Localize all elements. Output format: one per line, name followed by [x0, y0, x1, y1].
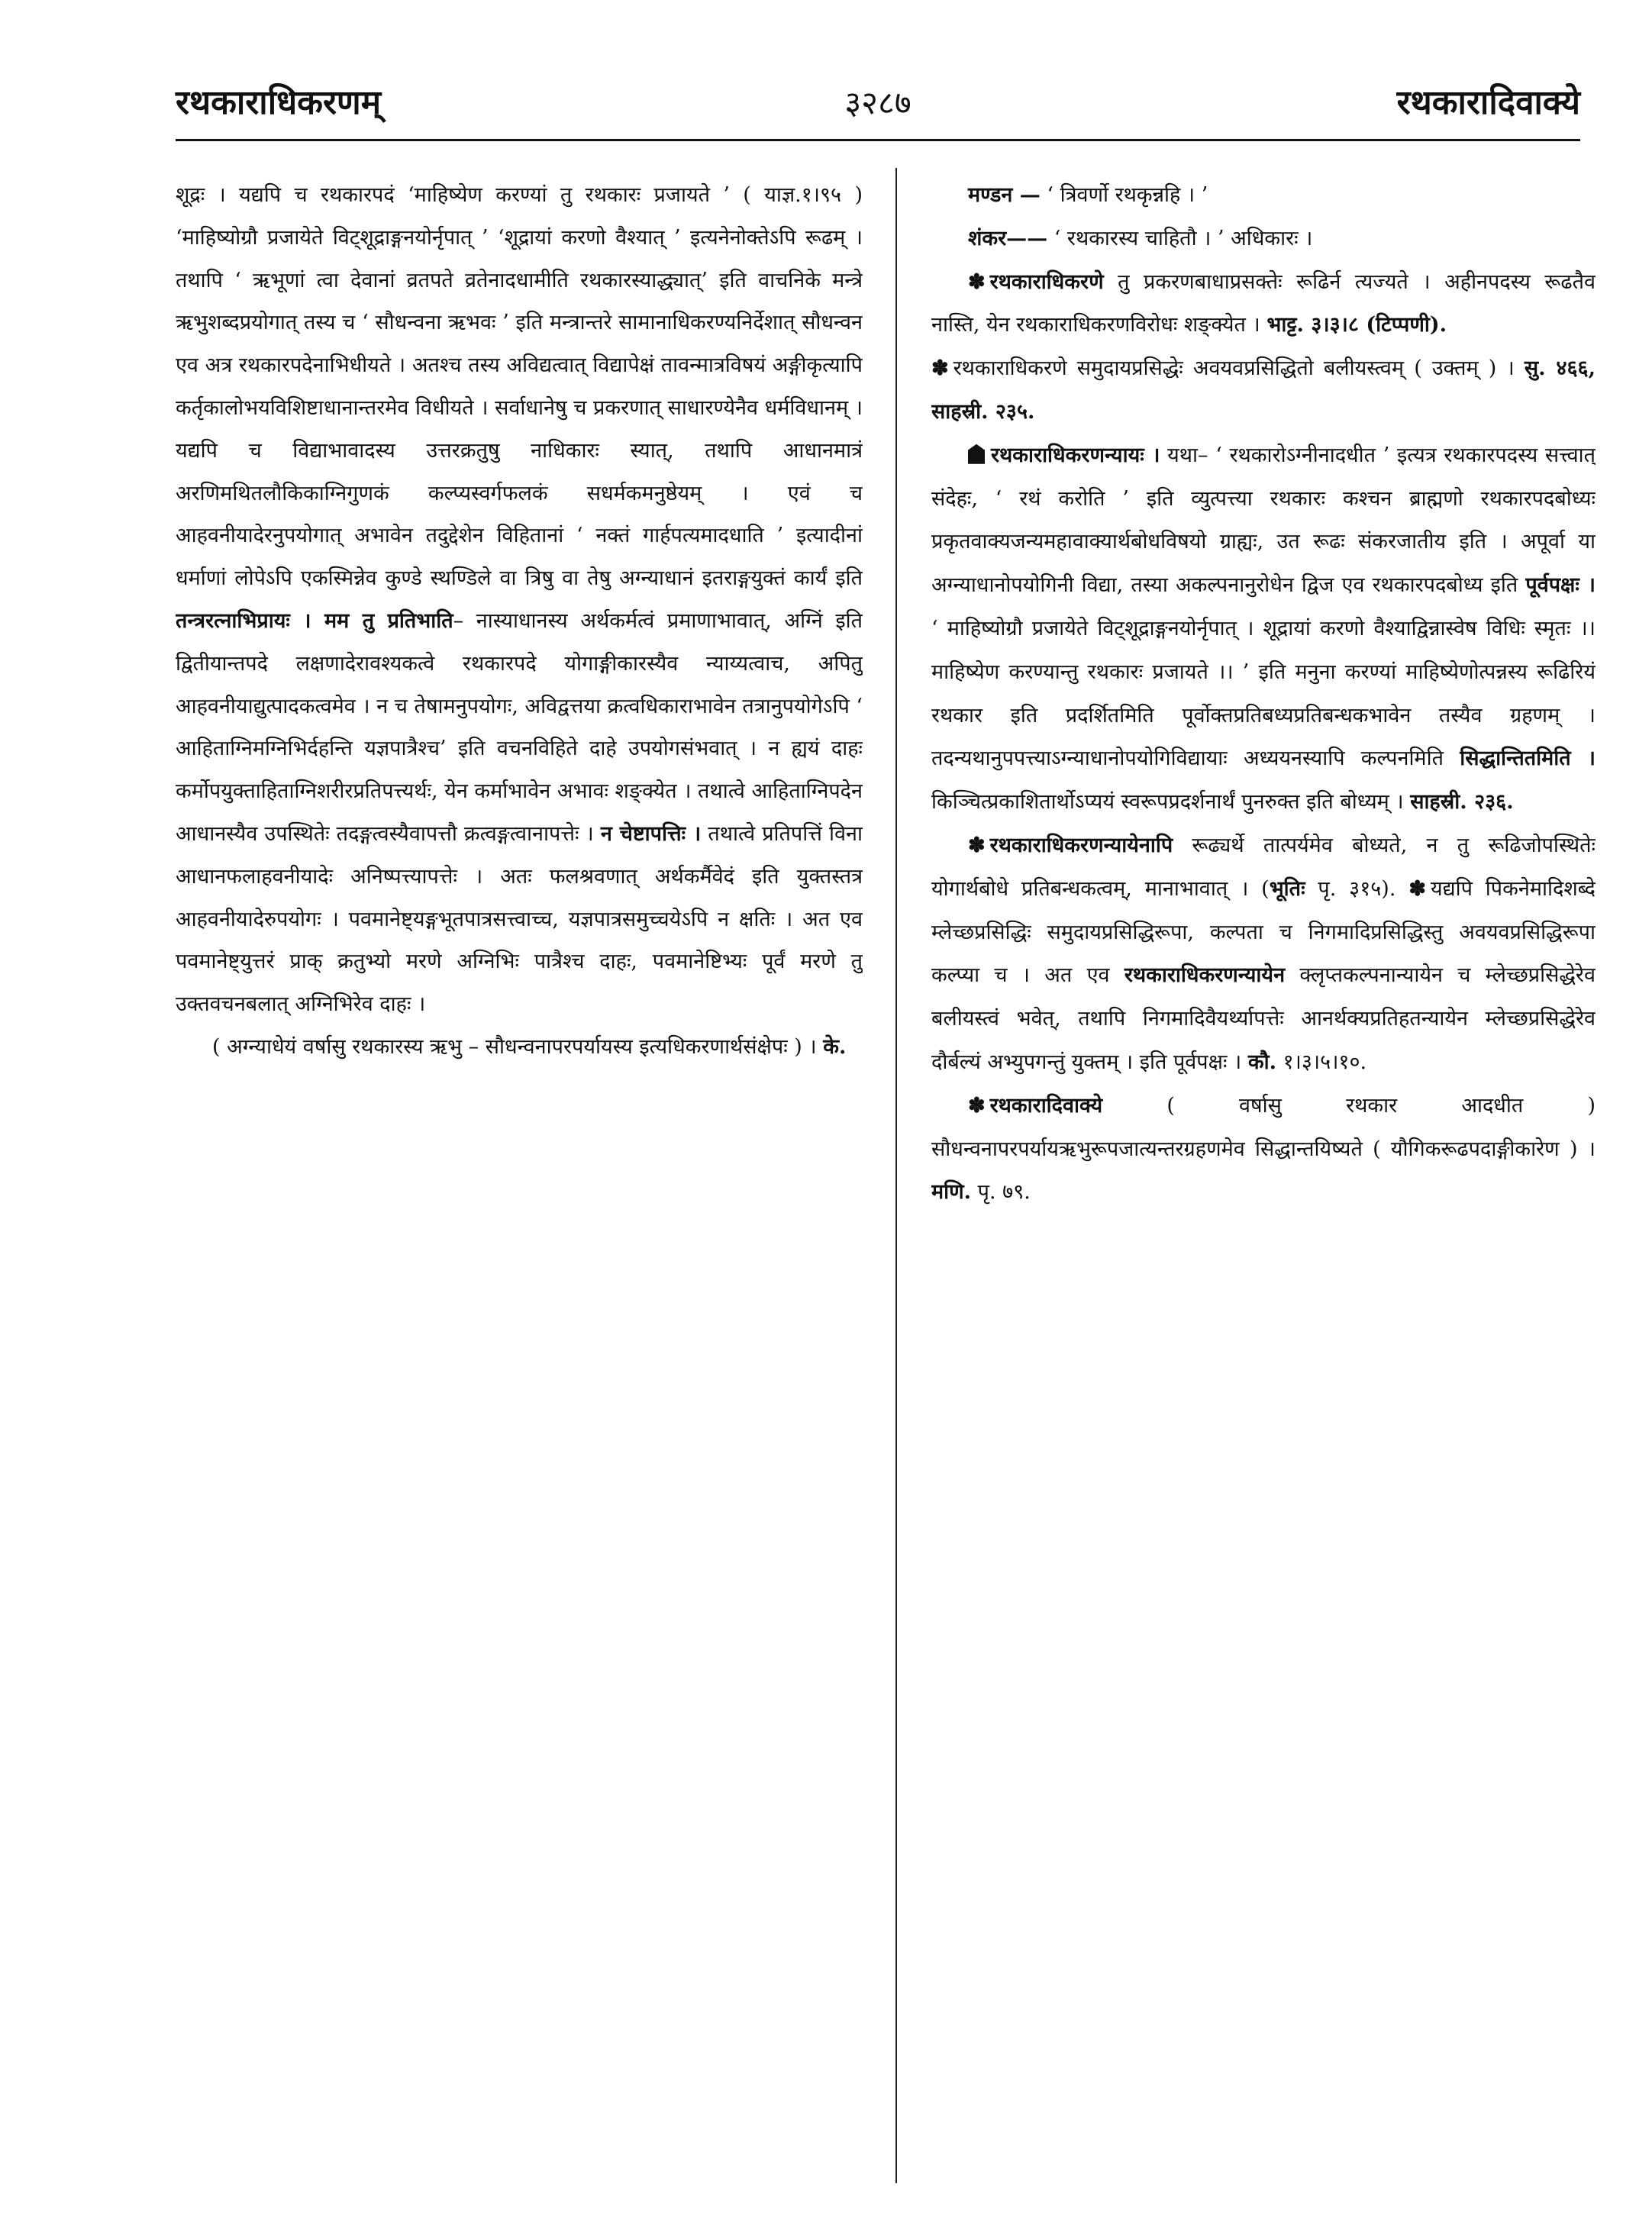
entry-mani-head: रथकारादिवाक्ये — [989, 1093, 1103, 1118]
star-icon: ✽ — [1408, 876, 1426, 901]
entry-mani-text: ( वर्षासु रथकार आदधीत ) सौधन्वनापरपर्यायऋभुरूपजात्यन्तरग्रहणमेव सिद्धान्तयिष्यते ( यौगिकरूढपदाङ्गीकारेण ) । — [931, 1093, 1596, 1161]
left-summary-text: ( अग्न्याधेयं वर्षासु रथकारस्य ऋभु – सौधन्वनापरपर्यायस्य इत्यधिकरणार्थसंक्षेपः ) । — [212, 1034, 817, 1059]
entry-nyaya — [931, 434, 1596, 824]
right-column — [931, 174, 1596, 2189]
star-icon: ✽ — [968, 269, 986, 294]
mandan-text: ‘ त्रिवर्णो रथकृन्नहि । ’ — [1047, 183, 1208, 207]
entry-sahasri-235-source: सु. ४६६, साहस्री. २३५. — [931, 356, 1596, 424]
running-head-right: रथकारादिवाक्ये — [1396, 83, 1580, 122]
left-bold-tantraratna: तन्त्ररत्नाभिप्रायः । मम तु प्रतिभाति — [176, 608, 453, 633]
entry-kau-text-2: क्लृप्तकल्पनान्यायेन च म्लेच्छप्रसिद्धेरेव बलीयस्त्वं भवेत्, तथापि निगमादिवैयर्थ्यापत्तेः आनर्थक्यप्रतिहतन्यायेन म्लेच्छप्रसिद्धेरेव दौर्बल्यं अभ्युपगन्तुं युक्तम् । इति पूर्वपक्षः । — [931, 963, 1596, 1074]
shankar-text: ‘ रथकारस्य चाहितौ । ’ अधिकारः । — [1053, 226, 1313, 250]
shankar-label: शंकर—— — [968, 226, 1048, 250]
left-bold-ishtapatti: न चेष्टापत्तिः । — [600, 821, 702, 846]
left-text-1: शूद्रः । यद्यपि च रथकारपदं ‘माहिष्येण करण्यां तु रथकारः प्रजायते ’ ( याज्ञ.१।९५ ) ‘माहिष्योग्रौ प्रजायेते विट्शूद्राङ्गनयोर्नृपात् ’ ‘शूद्रायां करणो वैश्यात् ’ इत्यनेनोक्तेऽपि रूढम् । तथापि ‘ ऋभूणां त्वा देवानां व्रतपते व्रतेनादधामीति रथकारस्याद्ध्यात्’ इति वाचनिके मन्त्रे ऋभुशब्दप्रयोगात् तस्य च ‘ सौधन्वना ऋभवः ’ इति मन्त्रान्तरे सामानाधिकरण्यनिर्देशात् सौधन्वन एव अत्र रथकारपदेनाभिधीयते । अतश्च तस्य अविद्यत्वात् विद्यापेक्षं तावन्मात्रविषयं अङ्गीकृत्यापि कर्तृकालोभयविशिष्टाधानान्तरमेव विधीयते । सर्वाधानेषु च प्रकरणात् साधारण्येनैव धर्मविधानम् । यद्यपि च विद्याभावादस्य उत्तरक्रतुषु नाधिकारः स्यात्, तथापि आधानमात्रं अरणिमथितलौकिकाग्निगुणकं कल्प्यस्वर्गफलकं सधर्मकमनुष्ठेयम् । एवं च आहवनीयादेरनुपयोगात् अभावेन तदुद्देशेन विहितानां ‘ नक्तं गार्हपत्यमादधाति ’ इत्यादीनां धर्माणां लोपेऽपि एकस्मिन्नेव कुण्डे स्थण्डिले वा त्रिषु वा तेषु अग्न्याधानं इतराङ्गयुक्तं कार्यं इति — [176, 183, 863, 591]
entry-nyaya-text-2: ‘ माहिष्योग्रौ प्रजायेते विट्शूद्राङ्गनयोर्नृपात् । शूद्रायां करणो वैश्याद्विन्नास्वेष विधिः स्मृतः ।। माहिष्येण करण्यान्तु रथकारः प्रजायते ।। ’ इति मनुना करण्यां माहिष्येणोत्पन्नस्य रूढिरियं रथकार इति प्रदर्शितमिति पूर्वोक्तप्रतिबध्यप्रतिबन्धकभावेन तस्यैव ग्रहणम् । तदन्यथानुपपत्त्याऽग्न्याधानोपयोगिविद्यायाः अध्ययनस्यापि कल्पनमिति — [931, 616, 1596, 771]
mandan-label: मण्डन — — [968, 183, 1041, 207]
star-icon: ✽ — [968, 833, 986, 857]
entry-nyaya-head: रथकाराधिकरणन्यायः । — [991, 443, 1160, 467]
entry-bhuti-ref: पृ. ३१५). — [1318, 876, 1396, 901]
emblem-icon — [968, 444, 985, 464]
entry-nyaya-source: साहस्री. २३६. — [1410, 790, 1514, 814]
entry-mani — [931, 1085, 1596, 1214]
entry-mani-source: मणि. — [931, 1180, 972, 1205]
entry-nyaya-purvapaksha: पूर्वपक्षः । — [1525, 573, 1596, 598]
entry-bhuti-head: रथकाराधिकरणन्यायेनापि — [989, 833, 1173, 857]
left-paragraph-summary — [176, 1026, 863, 1069]
entry-bhuti-source: भूतिः — [1269, 876, 1305, 901]
star-icon: ✽ — [968, 1093, 986, 1118]
entry-kau-source: कौ. — [1247, 1050, 1277, 1074]
running-head-left: रथकाराधिकरणम् — [176, 83, 382, 122]
entry-kau-ref: १।३।५।१०. — [1283, 1050, 1367, 1074]
column-divider — [895, 168, 897, 2183]
entry-bhuti-text: रूढ्यर्थे तात्पर्यमेव बोध्यते, न तु रूढिजोपस्थितेः योगार्थबोधे प्रतिबन्धकत्वम्, मानाभावात् । ( — [931, 833, 1596, 901]
left-summary-source: के. — [823, 1034, 847, 1059]
entry-sahasri-235 — [931, 347, 1596, 434]
shankar-line — [931, 218, 1596, 261]
entry-sahasri-235-text: रथकाराधिकरणे समुदायप्रसिद्धेः अवयवप्रसिद्धितो बलीयस्त्वम् ( उक्तम् ) । — [953, 356, 1515, 381]
star-icon: ✽ — [931, 356, 949, 381]
entry-bhuti — [931, 824, 1596, 1085]
entry-bhatta-text: तु प्रकरणबाधाप्रसक्तेः रूढिर्न त्यज्यते । अहीनपदस्य रूढतैव नास्ति, येन रथकाराधिकरणविरोधः शङ्क्येत । — [931, 269, 1596, 337]
entry-nyaya-siddhanta: सिद्धान्तितमिति । — [1460, 747, 1596, 771]
left-paragraph-main — [176, 174, 863, 1026]
entry-bhatta-source: भाट्ट. ३।३।८ (टिप्पणी). — [1266, 313, 1447, 337]
page-number: ३२८७ — [844, 84, 912, 121]
left-column — [176, 174, 863, 2189]
entry-mani-ref: पृ. ७९. — [977, 1180, 1031, 1205]
entry-kau-text: यद्यपि पिकनेमादिशब्दे म्लेच्छप्रसिद्धिः समुदायप्रसिद्धिरूपा, कल्पता च निगमादिप्रसिद्धिस्तु अवयवप्रसिद्धिरूपा कल्प्या च । अत एव — [931, 876, 1596, 988]
entry-kau-head: रथकाराधिकरणन्यायेन — [1124, 963, 1286, 988]
entry-nyaya-text-3: किञ्चित्प्रकाशितार्थोऽप्ययं स्वरूपप्रदर्शनार्थं पुनरुक्त इति बोध्यम् । — [931, 790, 1404, 814]
left-text-2: – नास्याधानस्य अर्थकर्मत्वं प्रमाणाभावात्, अग्निं इति द्वितीयान्तपदे लक्षणादेरावश्यकत्वे रथकारपदे योगाङ्गीकारस्यैव न्याय्यत्वाच, अपितु आहवनीयाद्युत्पादकत्वमेव । न च तेषामनुपयोगः, अविद्वत्तया क्रत्वधिकाराभावेन तत्रानुपयोगेऽपि ‘ आहिताग्निमग्निभिर्दहन्ति यज्ञपात्रैश्च’ इति वचनविहिते दाहे उपयोगसंभवात् । न ह्ययं दाहः कर्मोपयुक्ताहिताग्निशरीरप्रतिपत्त्यर्थः, येन कर्माभावेन अभावः शङ्क्येत । तथात्वे आहिताग्निपदेन आधानस्यैव उपस्थितेः तदङ्गत्वस्यैवापत्तौ क्रत्वङ्गत्वानापत्तेः । — [176, 608, 863, 846]
header-rule — [176, 139, 1580, 141]
left-text-3: तथात्वे प्रतिपत्तिं विना आधानफलाहवनीयादेः अनिष्पत्त्यापत्तेः । अतः फलश्रवणात् अर्थकर्मैवेदं इति युक्तस्तत्र आहवनीयादेरुपयोगः । पवमानेष्ट्यङ्गभूतपात्रसत्त्वाच्च, यज्ञपात्रसमुच्चयेऽपि न क्षतिः । अत एव पवमानेष्ट्युत्तरं प्राक् क्रतुभ्यो मरणे अग्निभिः पात्रैश्च दाहः, पवमानेष्टिभ्यः पूर्वं मरणे तु उक्तवचनबलात् अग्निभिरेव दाहः । — [176, 821, 863, 1017]
entry-nyaya-text: यथा– ‘ रथकारोऽग्नीनादधीत ’ इत्यत्र रथकारपदस्य सत्त्वात् संदेहः, ‘ रथं करोति ’ इति व्युत्पत्त्या रथकारः कश्चन ब्राह्मणो रथकारपदबोध्यः प्रकृतवाक्यजन्यमहावाक्यार्थबोधविषयो ग्राह्यः, उत रूढः संकरजातीय इति । अपूर्वा या अग्न्याधानोपयोगिनी विद्या, तस्या अकल्पनानुरोधेन द्विज एव रथकारपदबोध्य इति — [931, 443, 1596, 598]
mandan-line — [931, 174, 1596, 218]
entry-bhatta-head: रथकाराधिकरणे — [989, 269, 1104, 294]
page-header — [176, 76, 1580, 153]
entry-bhatta — [931, 261, 1596, 348]
